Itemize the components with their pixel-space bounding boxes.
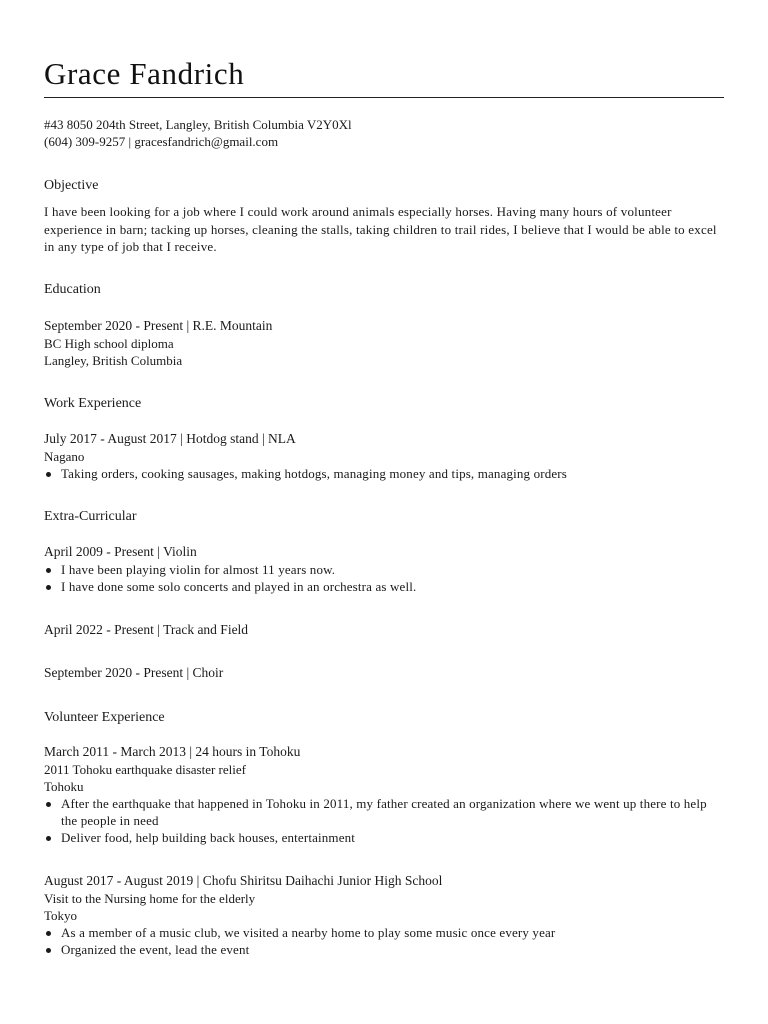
bullet-list xyxy=(44,924,724,958)
entry-detail: Visit to the Nursing home for the elderly xyxy=(44,891,256,906)
address-line: #43 8050 204th Street, Langley, British Columbia V2Y0Xl xyxy=(44,117,352,132)
entry-location: Tokyo xyxy=(44,908,78,923)
phone-email-line: (604) 309-9257 | gracesfandrich@gmail.com xyxy=(44,134,279,149)
volunteer-entry-tokyo xyxy=(44,872,724,958)
bullet-item: I have been playing violin for almost 11 years now. xyxy=(44,561,724,578)
extra-entry-violin xyxy=(44,543,724,595)
bullet-list xyxy=(44,465,724,482)
entry-heading: September 2020 - Present | Choir xyxy=(44,665,224,680)
bullet-item: I have done some solo concerts and played in an orchestra as well. xyxy=(44,578,724,595)
entry-heading: July 2017 - August 2017 | Hotdog stand | NLA xyxy=(44,431,296,446)
entry-heading: September 2020 - Present | R.E. Mountain xyxy=(44,318,273,333)
entry-location: Tohoku xyxy=(44,779,84,794)
volunteer-entry-tohoku xyxy=(44,743,724,846)
header-divider xyxy=(44,97,724,98)
entry-heading: August 2017 - August 2019 | Chofu Shiritsu Daihachi Junior High School xyxy=(44,873,443,888)
section-title-education: Education xyxy=(44,282,101,297)
entry-location: Nagano xyxy=(44,449,85,464)
section-title-volunteer: Volunteer Experience xyxy=(44,710,165,725)
bullet-item: Taking orders, cooking sausages, making hotdogs, managing money and tips, managing orders xyxy=(44,465,724,482)
objective-section xyxy=(44,177,724,195)
contact-info xyxy=(44,116,352,150)
bullet-item: As a member of a music club, we visited a nearby home to play some music once every year xyxy=(44,924,724,941)
objective-text: I have been looking for a job where I could work around animals especially horses. Having many hours of volunteer experience in barn; tacking up horses, cleaning the stalls, taking children to trail rides, I believe that I would be able to excel in any type of job that I receive. xyxy=(44,204,717,254)
section-title-objective: Objective xyxy=(44,178,99,193)
bullet-list xyxy=(44,795,724,846)
work-section xyxy=(44,395,724,413)
bullet-list xyxy=(44,561,724,595)
entry-heading: March 2011 - March 2013 | 24 hours in Tohoku xyxy=(44,744,301,759)
bullet-item: Deliver food, help building back houses, entertainment xyxy=(44,829,724,846)
extra-section xyxy=(44,508,724,526)
entry-heading: April 2009 - Present | Violin xyxy=(44,544,197,559)
work-entry xyxy=(44,430,724,482)
bullet-item: Organized the event, lead the event xyxy=(44,941,724,958)
entry-location: Langley, British Columbia xyxy=(44,353,183,368)
education-entry xyxy=(44,317,724,369)
entry-heading: April 2022 - Present | Track and Field xyxy=(44,622,249,637)
volunteer-section xyxy=(44,709,724,727)
education-section xyxy=(44,281,724,299)
extra-entry-choir xyxy=(44,664,724,682)
entry-detail: 2011 Tohoku earthquake disaster relief xyxy=(44,762,246,777)
section-title-extra: Extra-Curricular xyxy=(44,509,137,524)
applicant-name: Grace Fandrich xyxy=(44,56,245,91)
extra-entry-track xyxy=(44,621,724,639)
entry-detail: BC High school diploma xyxy=(44,336,174,351)
section-title-work: Work Experience xyxy=(44,396,142,411)
bullet-item: After the earthquake that happened in Tohoku in 2011, my father created an organization where we went up there to help the people in need xyxy=(44,795,724,829)
